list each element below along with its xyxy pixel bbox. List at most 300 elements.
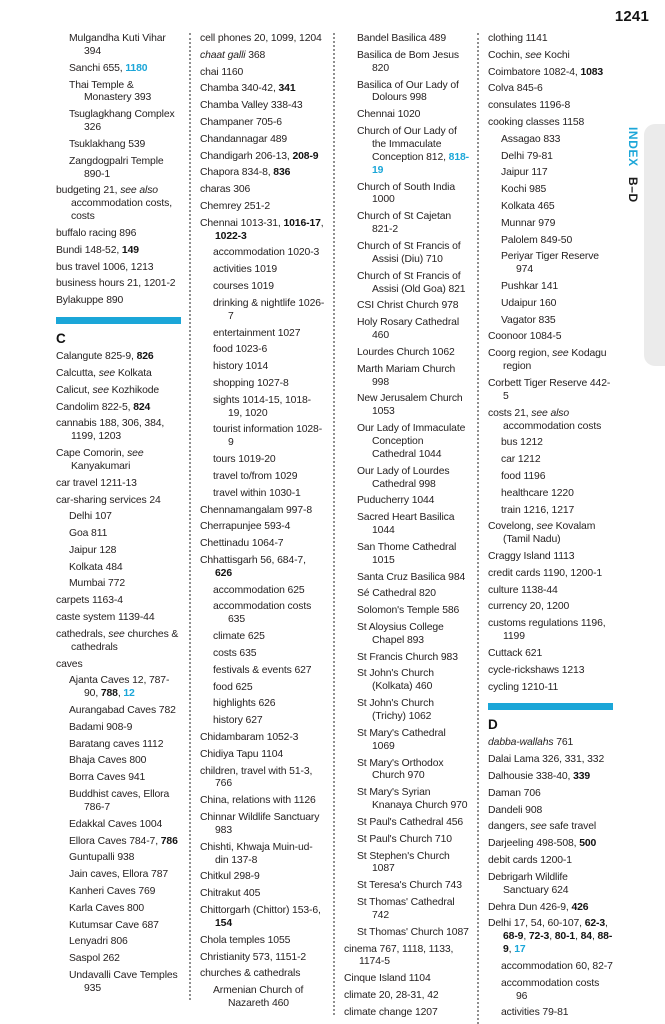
entry-text: Chettinadu 1064-7 xyxy=(200,538,284,550)
entry-text: Chennai 1020 xyxy=(357,109,421,121)
index-entry xyxy=(488,33,613,46)
index-entry xyxy=(357,834,469,847)
index-entry xyxy=(213,361,325,374)
entry-text: Armenian Church of Nazareth 460 xyxy=(213,985,304,1010)
entry-text: St Mary's Syrian Knanaya Church 970 xyxy=(357,787,468,812)
index-entry xyxy=(501,978,613,1004)
entry-text: Bundi 148-52, xyxy=(56,244,122,256)
entry-text: Church of South India 1000 xyxy=(357,181,455,206)
section-letter: D xyxy=(488,717,498,733)
index-entry xyxy=(69,63,181,76)
entry-text: Assagao 833 xyxy=(501,133,561,145)
index-entry xyxy=(200,167,325,180)
index-entry xyxy=(501,201,613,214)
entry-text: Church of St Francis of Assisi (Diu) 710 xyxy=(357,240,461,265)
page-number: 1241 xyxy=(614,8,649,25)
map-page-ref: 786 xyxy=(160,835,178,847)
index-entry xyxy=(69,903,181,916)
entry-text: see xyxy=(525,49,542,61)
index-entry xyxy=(344,1007,469,1020)
entry-text: history 1014 xyxy=(213,361,269,373)
map-page-ref: 824 xyxy=(133,401,151,413)
entry-text: activities 79-81 xyxy=(501,1007,569,1019)
index-entry xyxy=(56,612,181,625)
entry-text: Delhi 107 xyxy=(69,511,112,523)
entry-text: Cochin, xyxy=(488,49,526,61)
index-entry xyxy=(488,551,613,564)
entry-text: tourist information 1028-9 xyxy=(213,424,323,449)
index-entry xyxy=(213,665,325,678)
index-edge-tab xyxy=(644,124,665,366)
section-letter: C xyxy=(56,331,66,347)
entry-text: caves xyxy=(56,658,83,670)
entry-text: accommodation costs xyxy=(503,420,602,432)
photo-page-ref: 17 xyxy=(514,944,526,956)
entry-text: carpets 1163-4 xyxy=(56,595,123,607)
map-page-ref: 836 xyxy=(273,167,291,179)
entry-text: charas 306 xyxy=(200,184,251,196)
entry-text: Cape Comorin, xyxy=(56,448,128,459)
entry-text: healthcare 1220 xyxy=(501,487,574,499)
entry-text: dabba-wallahs xyxy=(488,737,554,749)
entry-text: Ajanta Caves 12, 787-90, xyxy=(69,675,170,700)
index-entry xyxy=(69,836,181,849)
index-entry xyxy=(488,331,613,344)
entry-text: accommodation costs 96 xyxy=(501,977,600,1002)
index-entry xyxy=(213,648,325,661)
index-entry xyxy=(501,454,613,467)
index-entry xyxy=(488,902,613,915)
entry-text: bus travel 1006, 1213 xyxy=(56,261,154,273)
entry-text: Santa Cruz Basilica 984 xyxy=(357,571,466,583)
entry-text: see xyxy=(127,448,144,459)
map-page-ref: 88-9 xyxy=(503,931,613,956)
map-page-ref: 208-9 xyxy=(292,150,319,162)
index-entry xyxy=(501,471,613,484)
entry-text: 761 xyxy=(553,737,574,749)
index-entry xyxy=(357,466,469,492)
entry-text: Chamba 340-42, xyxy=(200,83,279,95)
entry-text: Kochi xyxy=(541,49,570,61)
entry-text: cannabis 188, 306, 384, 1199, 1203 xyxy=(56,418,165,443)
map-page-ref: 626 xyxy=(215,567,232,579)
index-entry xyxy=(200,952,325,965)
index-entry xyxy=(56,595,181,608)
index-entry xyxy=(488,83,613,96)
index-entry xyxy=(501,488,613,501)
index-tab-title: INDEX xyxy=(626,127,640,167)
entry-text: St Mary's Orthodox Church 970 xyxy=(357,757,444,782)
index-entry xyxy=(213,247,325,260)
entry-text: Guntupalli 938 xyxy=(69,852,135,864)
entry-text: Chhattisgarh 56, 684-7, xyxy=(200,554,306,566)
index-entry xyxy=(56,629,181,655)
entry-text: drinking & nightlife 1026-7 xyxy=(213,297,325,322)
entry-text: Kanheri Caves 769 xyxy=(69,885,156,897)
entry-text: food 625 xyxy=(213,681,253,693)
index-entry xyxy=(488,100,613,113)
entry-text: , xyxy=(320,217,324,229)
entry-text: cycling 1210-11 xyxy=(488,681,559,693)
entry-text: Kodagu region xyxy=(503,348,607,373)
entry-text: shopping 1027-8 xyxy=(213,377,289,389)
entry-text: car travel 1211-13 xyxy=(56,477,137,489)
index-entry xyxy=(357,572,469,585)
entry-text: food 1023-6 xyxy=(213,344,268,356)
entry-text: chaat galli xyxy=(200,49,246,61)
index-entry xyxy=(357,542,469,568)
entry-text: Periyar Tiger Reserve 974 xyxy=(501,251,599,276)
entry-text: climate 20, 28-31, 42 xyxy=(344,990,439,1002)
index-entry xyxy=(56,385,181,398)
index-entry xyxy=(488,821,613,834)
index-entry xyxy=(213,985,325,1011)
index-entry xyxy=(69,528,181,541)
map-page-ref: 72-3 xyxy=(528,931,550,943)
entry-text: churches & cathedrals xyxy=(71,628,179,653)
index-entry xyxy=(357,80,469,106)
entry-text: see xyxy=(530,821,547,833)
entry-text: debit cards 1200-1 xyxy=(488,855,572,867)
entry-text: , xyxy=(575,931,581,943)
index-entry xyxy=(357,758,469,784)
index-entry xyxy=(501,134,613,147)
index-entry xyxy=(69,156,181,182)
entry-text: Sacred Heart Basilica 1044 xyxy=(357,512,455,537)
entry-text: chai 1160 xyxy=(200,66,244,78)
entry-text: Saspol 262 xyxy=(69,953,120,965)
index-entry xyxy=(501,218,613,231)
index-entry xyxy=(488,585,613,598)
entry-text: sights 1014-15, 1018-19, 1020 xyxy=(213,394,311,419)
entry-text: accommodation costs, costs xyxy=(71,198,172,223)
entry-text: Undavalli Cave Temples 935 xyxy=(69,969,178,994)
index-entry xyxy=(357,393,469,419)
index-entry xyxy=(357,211,469,237)
map-page-ref: 1022-3 xyxy=(215,230,247,242)
entry-text: Tsuklakhang 539 xyxy=(69,138,146,150)
entry-text: see xyxy=(98,367,116,379)
entry-text: costs 635 xyxy=(213,647,257,659)
index-entry xyxy=(357,33,469,46)
entry-text: history 627 xyxy=(213,715,263,727)
index-entry xyxy=(200,888,325,901)
index-entry xyxy=(501,281,613,294)
entry-text: car-sharing services 24 xyxy=(56,494,161,506)
index-entry xyxy=(357,817,469,830)
entry-text: Cinque Island 1104 xyxy=(344,973,431,985)
index-entry xyxy=(200,766,325,792)
entry-text: Borra Caves 941 xyxy=(69,772,146,784)
index-entry xyxy=(357,512,469,538)
entry-text: safe travel xyxy=(546,821,597,833)
entry-text: Kolkata 465 xyxy=(501,200,555,212)
entry-text: budgeting 21, xyxy=(56,185,121,197)
entry-text: St Francis Church 983 xyxy=(357,651,458,663)
index-entry xyxy=(488,682,613,695)
index-entry xyxy=(488,618,613,644)
entry-text: Chitkul 298-9 xyxy=(200,871,260,883)
entry-text: see xyxy=(92,384,109,396)
entry-text: Aurangabad Caves 782 xyxy=(69,705,176,717)
map-page-ref: 149 xyxy=(121,244,139,256)
entry-text: Basilica of Our Lady of Dolours 998 xyxy=(357,79,459,104)
index-entry xyxy=(69,755,181,768)
entry-text: Chennai 1013-31, xyxy=(200,217,284,229)
index-entry xyxy=(56,351,181,364)
entry-text: Basilica de Bom Jesus 820 xyxy=(357,49,460,74)
entry-text: Lourdes Church 1062 xyxy=(357,346,455,358)
entry-text: Debrigarh Wildlife Sanctuary 624 xyxy=(488,871,569,896)
entry-text: Buddhist caves, Ellora 786-7 xyxy=(69,789,170,813)
section-divider-bar xyxy=(56,317,181,324)
map-page-ref: 788 xyxy=(100,688,118,700)
entry-text: Darjeeling 498-508, xyxy=(488,838,580,850)
entry-text: Ellora Caves 784-7, xyxy=(69,835,161,847)
entry-text: Kozhikode xyxy=(108,384,160,396)
index-entry xyxy=(69,139,181,152)
index-entry xyxy=(501,315,613,328)
index-entry xyxy=(357,317,469,343)
entry-text: tours 1019-20 xyxy=(213,454,276,466)
entry-text: Karla Caves 800 xyxy=(69,902,145,914)
index-entry xyxy=(501,961,613,974)
index-entry xyxy=(200,218,325,244)
index-entry xyxy=(357,622,469,648)
entry-text: China, relations with 1126 xyxy=(200,795,316,807)
entry-text: St Thomas' Church 1087 xyxy=(357,926,469,938)
index-entry xyxy=(69,789,181,815)
index-entry xyxy=(56,402,181,415)
entry-text: cell phones 20, 1099, 1204 xyxy=(200,33,322,44)
index-entry xyxy=(488,665,613,678)
entry-text: Edakkal Caves 1004 xyxy=(69,818,163,830)
entry-text: Bhaja Caves 800 xyxy=(69,755,147,767)
index-entry xyxy=(488,378,613,404)
index-tab-label xyxy=(626,127,640,202)
index-entry xyxy=(69,819,181,832)
entry-text: , xyxy=(508,944,515,956)
index-entry xyxy=(200,117,325,130)
index-entry xyxy=(200,732,325,745)
index-entry xyxy=(200,555,325,581)
entry-text: see also xyxy=(531,407,570,419)
index-entry xyxy=(344,990,469,1003)
entry-text: Daman 706 xyxy=(488,787,541,799)
section-divider-bar xyxy=(488,703,613,710)
entry-text: St Paul's Cathedral 456 xyxy=(357,816,464,828)
index-entry xyxy=(488,788,613,801)
entry-text: Jaipur 128 xyxy=(69,544,117,556)
entry-text: St Thomas' Cathedral 742 xyxy=(357,897,455,921)
index-entry xyxy=(56,659,181,672)
index-entry xyxy=(501,298,613,311)
index-entry xyxy=(488,521,613,547)
index-entry xyxy=(200,812,325,838)
index-entry xyxy=(357,300,469,313)
index-entry xyxy=(69,578,181,591)
index-entry xyxy=(69,869,181,882)
entry-text: see xyxy=(108,628,125,640)
entry-text: travel within 1030-1 xyxy=(213,487,301,499)
entry-text: churches & cathedrals xyxy=(200,968,301,980)
index-entry xyxy=(213,344,325,357)
entry-text: climate 625 xyxy=(213,631,265,643)
entry-text: see xyxy=(536,521,553,533)
index-entry xyxy=(200,184,325,197)
map-page-ref: 426 xyxy=(571,901,589,913)
entry-text: Delhi 17, 54, 60-107, xyxy=(488,918,585,930)
entry-text: , xyxy=(605,918,608,930)
entry-text: cinema 767, 1118, 1133, 1174-5 xyxy=(344,943,454,968)
index-entry xyxy=(501,251,613,277)
entry-text: Calcutta, xyxy=(56,367,99,379)
entry-text: Cherrapunjee 593-4 xyxy=(200,521,291,533)
index-entry xyxy=(69,920,181,933)
index-entry xyxy=(501,437,613,450)
index-entry xyxy=(69,772,181,785)
index-entry xyxy=(69,936,181,949)
index-entry xyxy=(56,418,181,444)
entry-text: Kovalam (Tamil Nadu) xyxy=(503,521,596,546)
entry-text: , xyxy=(117,688,124,700)
entry-text: Corbett Tiger Reserve 442-5 xyxy=(488,377,611,402)
index-entry xyxy=(200,905,325,931)
entry-text: Kochi 985 xyxy=(501,184,547,196)
entry-text: Chidiya Tapu 1104 xyxy=(200,748,284,760)
entry-text: Holy Rosary Cathedral 460 xyxy=(357,317,460,342)
index-entry xyxy=(200,871,325,884)
entry-text: Sanchi 655, xyxy=(69,62,126,74)
index-entry xyxy=(357,698,469,724)
entry-text: Chitrakut 405 xyxy=(200,888,261,900)
index-entry xyxy=(200,83,325,96)
index-entry xyxy=(69,852,181,865)
entry-text: Kutumsar Cave 687 xyxy=(69,919,159,931)
index-entry xyxy=(488,50,613,63)
entry-text: Chennamangalam 997-8 xyxy=(200,504,312,516)
index-entry xyxy=(69,675,181,701)
index-entry xyxy=(56,295,181,308)
index-column xyxy=(56,33,191,1000)
index-entry xyxy=(213,281,325,294)
index-entry xyxy=(213,698,325,711)
entry-text: St Stephen's Church 1087 xyxy=(357,850,450,875)
index-entry xyxy=(488,737,613,750)
entry-text: Colva 845-6 xyxy=(488,83,543,95)
photo-page-ref: 1180 xyxy=(125,62,148,74)
index-entry xyxy=(200,67,325,80)
index-entry xyxy=(213,471,325,484)
index-entry xyxy=(200,842,325,868)
index-entry xyxy=(56,245,181,258)
entry-text: Chidambaram 1052-3 xyxy=(200,731,299,743)
index-entry xyxy=(488,855,613,868)
entry-text: Munnar 979 xyxy=(501,217,556,229)
index-entry xyxy=(200,505,325,518)
index-entry xyxy=(200,935,325,948)
entry-text: consulates 1196-8 xyxy=(488,100,571,112)
index-entry xyxy=(357,182,469,208)
index-entry xyxy=(56,228,181,241)
entry-text: Covelong, xyxy=(488,521,537,533)
index-entry xyxy=(357,271,469,297)
entry-text: Dehra Dun 426-9, xyxy=(488,901,572,913)
map-page-ref: 62-3 xyxy=(584,918,606,930)
map-page-ref: 1083 xyxy=(580,66,604,78)
entry-text: Kolkata 484 xyxy=(69,561,123,573)
index-entry xyxy=(213,328,325,341)
entry-text: St Paul's Church 710 xyxy=(357,833,452,845)
entry-text: Goa 811 xyxy=(69,528,108,540)
index-entry xyxy=(488,838,613,851)
entry-text: St Mary's Cathedral 1069 xyxy=(357,727,446,752)
photo-page-ref: 818-19 xyxy=(372,151,469,176)
index-entry xyxy=(213,601,325,627)
entry-text: , xyxy=(591,931,598,943)
entry-text: 368 xyxy=(245,49,266,61)
entry-text: Coorg region, xyxy=(488,348,553,360)
index-entry xyxy=(56,278,181,291)
index-entry xyxy=(69,511,181,524)
map-page-ref: 80-1 xyxy=(554,931,576,943)
entry-text: accommodation 625 xyxy=(213,584,305,596)
index-entry xyxy=(69,109,181,135)
index-entry xyxy=(357,364,469,390)
index-entry xyxy=(501,151,613,164)
entry-text: bus 1212 xyxy=(501,437,543,449)
map-page-ref: 341 xyxy=(278,83,296,95)
entry-text: entertainment 1027 xyxy=(213,327,301,339)
index-entry xyxy=(200,151,325,164)
entry-text: Bandel Basilica 489 xyxy=(357,33,446,44)
index-column xyxy=(191,33,335,1015)
entry-text: New Jerusalem Church 1053 xyxy=(357,393,463,418)
index-entry xyxy=(501,1007,613,1020)
entry-text: Puducherry 1044 xyxy=(357,495,435,507)
entry-text: Calicut, xyxy=(56,384,93,396)
entry-text: activities 1019 xyxy=(213,264,278,276)
map-page-ref: 1016-17 xyxy=(283,217,321,229)
entry-text: Tsuglagkhang Complex 326 xyxy=(69,109,175,134)
entry-text: Champaner 705-6 xyxy=(200,116,282,128)
entry-text: Chamba Valley 338-43 xyxy=(200,100,303,112)
entry-text: credit cards 1190, 1200-1 xyxy=(488,567,603,579)
entry-text: clothing 1141 xyxy=(488,33,548,44)
entry-text: Marth Mariam Church 998 xyxy=(357,363,456,388)
entry-text: Chemrey 251-2 xyxy=(200,200,271,212)
entry-text: Chishti, Khwaja Muin-ud-din 137-8 xyxy=(200,841,313,866)
map-page-ref: 500 xyxy=(579,838,597,850)
entry-text: Church of St Francis of Assisi (Old Goa) 821 xyxy=(357,270,466,295)
index-entry xyxy=(69,886,181,899)
entry-text: costs 21, xyxy=(488,407,532,419)
index-entry xyxy=(213,298,325,324)
index-tab-range: B–D xyxy=(626,176,640,203)
entry-text: Chinnar Wildlife Sanctuary 983 xyxy=(200,812,320,836)
index-entry xyxy=(200,33,325,46)
entry-text: cooking classes 1158 xyxy=(488,116,585,128)
entry-text: Chandigarh 206-13, xyxy=(200,150,293,162)
entry-text: Sé Cathedral 820 xyxy=(357,588,436,600)
entry-text: Chandannagar 489 xyxy=(200,133,288,145)
entry-text: Our Lady of Lourdes Cathedral 998 xyxy=(357,465,450,490)
entry-text: Dalhousie 338-40, xyxy=(488,771,574,783)
entry-text: Palolem 849-50 xyxy=(501,234,573,246)
index-entry xyxy=(344,973,469,986)
index-columns xyxy=(56,33,613,1024)
index-entry xyxy=(213,264,325,277)
